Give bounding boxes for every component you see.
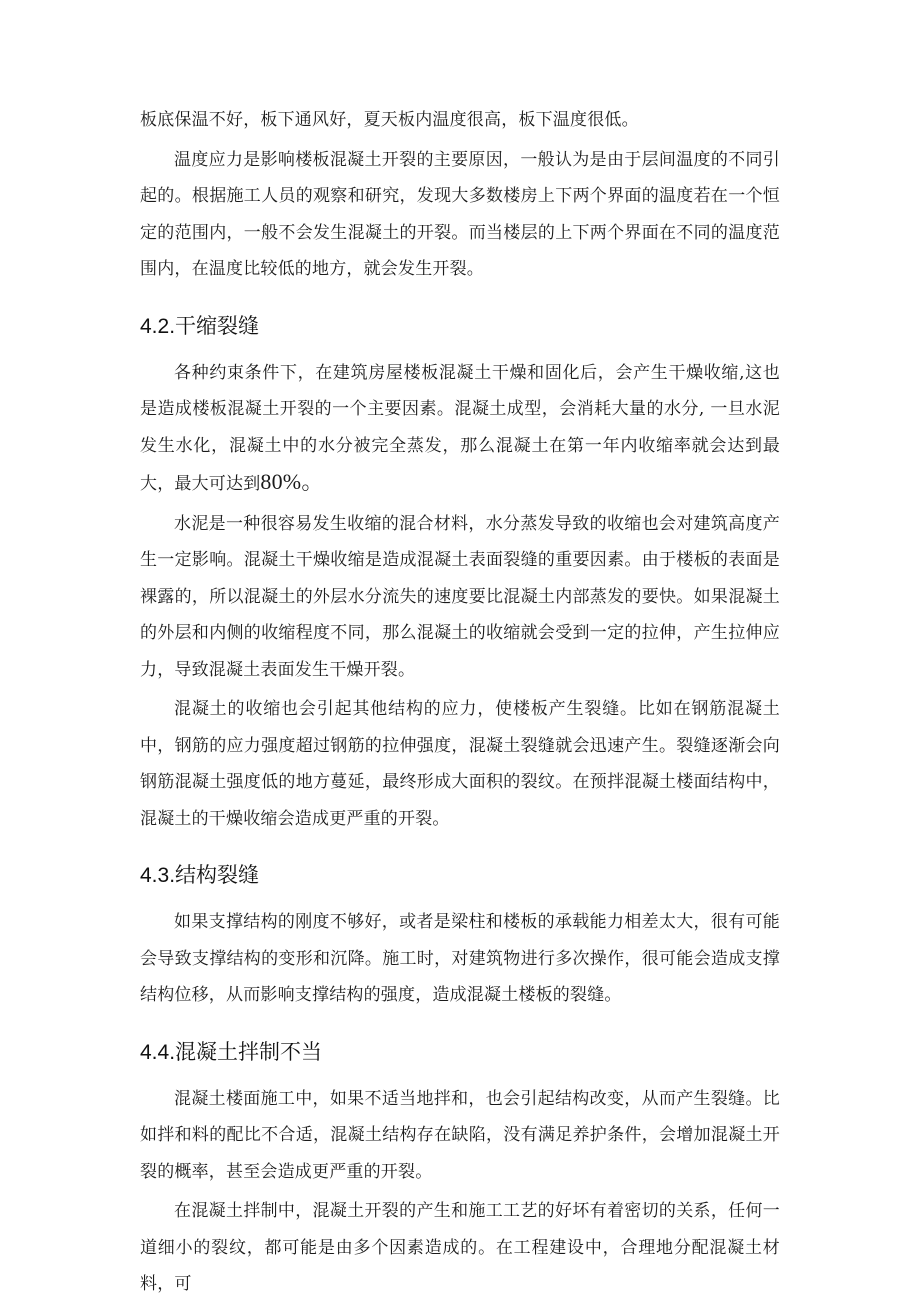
paragraph-mixing-defects: 混凝土楼面施工中，如果不适当地拌和，也会引起结构改变，从而产生裂缝。比如拌和料的配比不合适，混凝土结构存在缺陷，没有满足养护条件，会增加混凝土开裂的概率，甚至会造成更严重的开裂。	[140, 1088, 780, 1182]
section-number: 4.3.	[140, 864, 176, 887]
section-title: 混凝土拌制不当	[175, 1039, 323, 1064]
paragraph-shrinkage-stress: 混凝土的收缩也会引起其他结构的应力，使楼板产生裂缝。比如在钢筋混凝土中，钢筋的应力强度超过钢筋的拉伸强度，混凝土裂缝就会迅速产生。裂缝逐渐会向钢筋混凝土强度低的地方蔓延，最终形成大面积的裂纹。在预拌混凝土楼面结构中，混凝土的干燥收缩会造成更严重的开裂。	[140, 699, 780, 829]
paragraph-temperature-stress: 温度应力是影响楼板混凝土开裂的主要原因，一般认为是由于层间温度的不同引起的。根据施工人员的观察和研究，发现大多数楼房上下两个界面的温度若在一个恒定的范围内，一般不会发生混凝土的开裂。而当楼层的上下两个界面在不同的温度范围内，在温度比较低的地方，就会发生开裂。	[140, 149, 780, 279]
paragraph-mixing-process: 在混凝土拌制中，混凝土开裂的产生和施工工艺的好坏有着密切的关系，任何一道细小的裂纹，都可能是由多个因素造成的。在工程建设中，合理地分配混凝土材料，可	[140, 1201, 780, 1294]
paragraph-cement-shrinkage: 水泥是一种很容易发生收缩的混合材料，水分蒸发导致的收缩也会对建筑高度产生一定影响。混凝土干燥收缩是造成混凝土表面裂缝的重要因素。由于楼板的表面是裸露的，所以混凝土的外层水分流失的速度要比混凝土内部蒸发的要快。如果混凝土的外层和内侧的收缩程度不同，那么混凝土的收缩就会受到一定的拉伸，产生拉伸应力，导致混凝土表面发生干燥开裂。	[140, 513, 780, 680]
section-heading-shrinkage-cracks	[140, 306, 780, 347]
section-number: 4.4.	[140, 1040, 176, 1064]
section-title: 结构裂缝	[175, 863, 260, 887]
paragraph-text: 各种约束条件下，在建筑房屋楼板混凝土干燥和固化后，会产生干燥收缩,这也是造成楼板混凝土开裂的一个主要因素。混凝土成型，会消耗大量的水分, 一旦水泥发生水化，混凝土中的水分被完全蒸发，那么混凝土在第一年内收缩率就会达到最大，最大可达到	[140, 362, 780, 494]
paragraph-support-stiffness: 如果支撑结构的刚度不够好，或者是梁柱和楼板的承载能力相差太大，很有可能会导致支撑结构的变形和沉降。施工时，对建筑物进行多次操作，很可能会造成支撑结构位移，从而影响支撑结构的强度，造成混凝土楼板的裂缝。	[140, 912, 780, 1005]
section-heading-improper-mixing	[140, 1032, 780, 1073]
section-title: 干缩裂缝	[175, 313, 260, 338]
shrinkage-rate-value: 80%。	[260, 469, 324, 494]
section-heading-structural-cracks	[140, 855, 780, 896]
paragraph-board-insulation: 板底保温不好，板下通风好，夏天板内温度很高，板下温度很低。	[140, 110, 639, 130]
section-number: 4.2.	[140, 314, 176, 338]
paragraph-drying-shrinkage	[140, 355, 780, 503]
